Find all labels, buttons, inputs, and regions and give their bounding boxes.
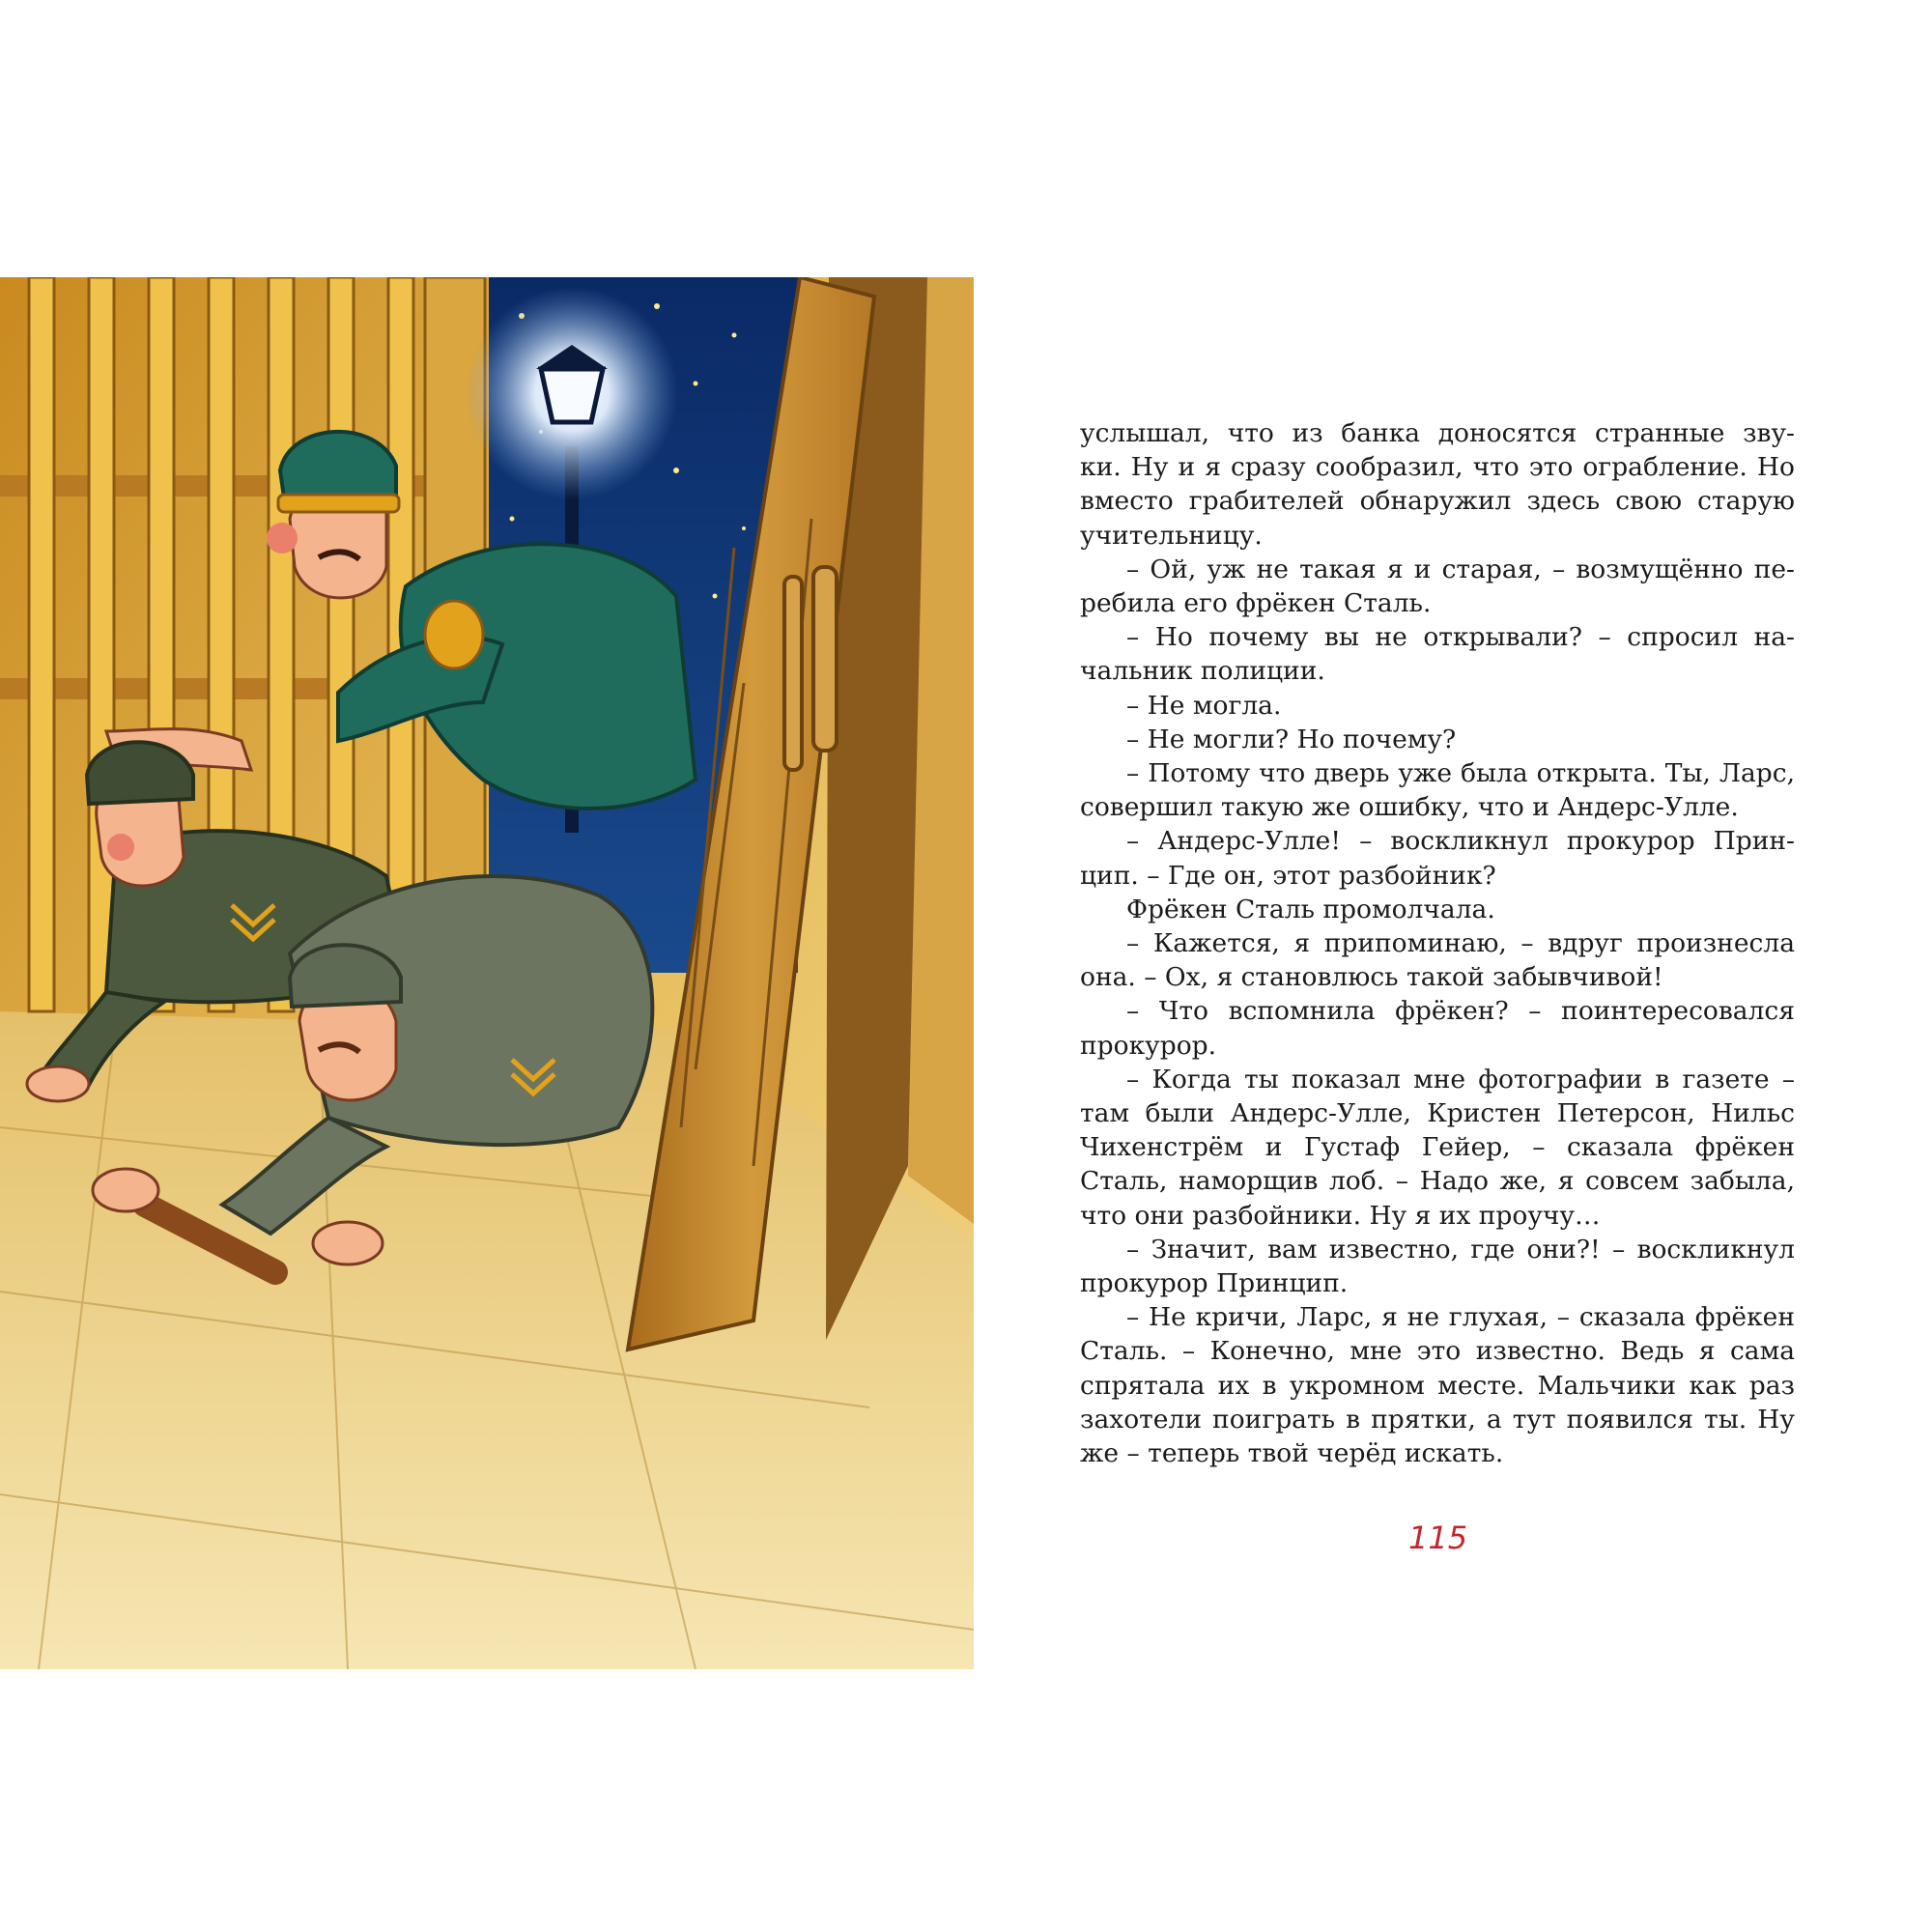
text-line: – Но почему вы не открывали? – спросил на-	[1126, 622, 1795, 653]
text-line: захотели поиграть в прятки, а тут появился ты. Ну	[1080, 1404, 1795, 1435]
text-line: Фрёкен Сталь промолчала.	[1126, 894, 1495, 924]
text-line: спрятала их в укромном месте. Мальчики как раз	[1080, 1370, 1795, 1401]
text-line: вместо грабителей обнаружил здесь свою старую	[1080, 486, 1795, 517]
text-line: Сталь. – Конечно, мне это известно. Ведь я сама	[1080, 1336, 1795, 1367]
text-line: цип. – Где он, этот разбойник?	[1080, 860, 1496, 891]
text-line: – Андерс-Улле! – воскликнул прокурор Прин-	[1126, 826, 1795, 857]
text-line: – Что вспомнила фрёкен? – поинтересовался	[1126, 996, 1795, 1027]
text-line: – Потому что дверь уже была открыта. Ты, Ларс,	[1126, 758, 1795, 789]
text-line: же – теперь твой черёд искать.	[1080, 1438, 1504, 1469]
page-number: 115	[1408, 1520, 1468, 1556]
text-line: она. – Ох, я становлюсь такой забывчивой!	[1080, 962, 1663, 993]
text-line: – Когда ты показал мне фотографии в газете –	[1126, 1064, 1795, 1094]
text-line: – Ой, уж не такая я и старая, – возмущённо пе-	[1126, 554, 1795, 584]
text-line: прокурор.	[1080, 1030, 1217, 1061]
text-line: услышал, что из банка доносятся странные зву-	[1080, 418, 1795, 448]
text-line: учительницу.	[1080, 520, 1263, 551]
text-line: совершил такую же ошибку, что и Андерс-Улле.	[1080, 792, 1739, 823]
text-line: Чихенстрём и Густаф Гейер, – сказала фрёкен	[1080, 1132, 1795, 1163]
story-text	[1080, 416, 1795, 1470]
text-line: – Не кричи, Ларс, я не глухая, – сказала фрёкен	[1126, 1302, 1795, 1333]
text-line: там были Андерс-Улле, Кристен Петерсон, Нильс	[1080, 1098, 1795, 1129]
text-line: – Значит, вам известно, где они?! – воскликнул	[1126, 1234, 1795, 1264]
text-line: чальник полиции.	[1080, 656, 1325, 687]
text-line: прокурор Принцип.	[1080, 1268, 1349, 1299]
text-line: – Кажется, я припоминаю, – вдруг произнесла	[1126, 928, 1795, 959]
text-line: Сталь, наморщив лоб. – Надо же, я совсем забыла,	[1080, 1166, 1795, 1197]
illustration	[0, 277, 974, 1669]
text-line: – Не могли? Но почему?	[1126, 724, 1457, 754]
text-line: что они разбойники. Ну я их проучу…	[1080, 1200, 1601, 1231]
text-line: ребила его фрёкен Сталь.	[1080, 588, 1432, 619]
text-line: – Не могла.	[1126, 690, 1282, 721]
text-line: ки. Ну и я сразу сообразил, что это ограбление. Но	[1080, 452, 1795, 483]
